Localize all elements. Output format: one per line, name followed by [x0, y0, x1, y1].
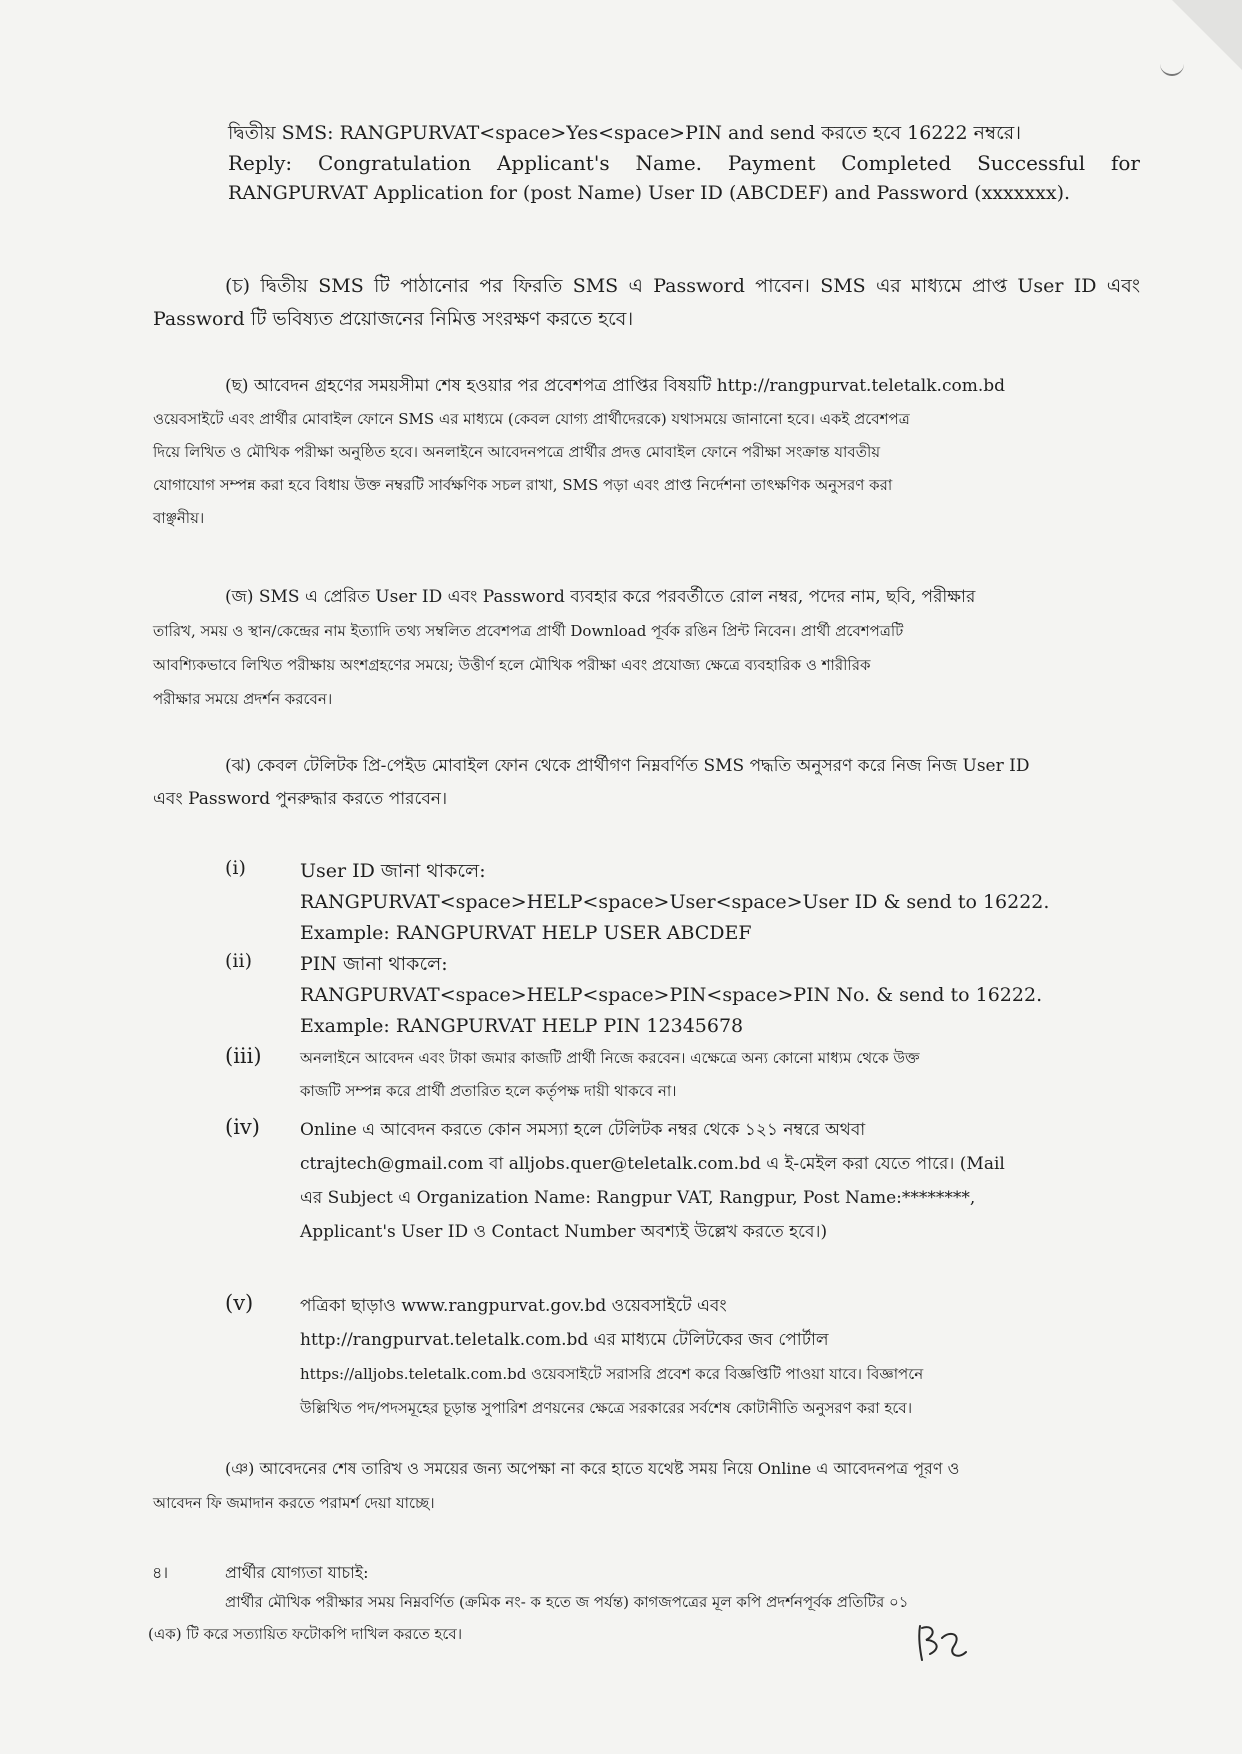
- section-4-heading: প্রার্থীর যোগ্যতা যাচাই:: [225, 1563, 369, 1582]
- list-item-v-line-1: পত্রিকা ছাড়াও www.rangpurvat.gov.bd ওয়েবসাইটে এবং: [300, 1296, 727, 1316]
- list-item-iv-line-4: Applicant's User ID ও Contact Number অবশ্যই উল্লেখ করতে হবে।): [300, 1222, 828, 1242]
- paragraph-nya: [153, 1452, 1140, 1520]
- list-item-i-line-1: User ID জানা থাকলে:: [300, 860, 486, 882]
- paragraph-jha: [153, 750, 1140, 816]
- reply-line-1: Reply: Congratulation Applicant's Name. Payment Completed Successful for: [228, 151, 1140, 175]
- paragraph-nya-line-2: আবেদন ফি জমাদান করতে পরামর্শ দেয়া যাচ্ছে।: [153, 1494, 435, 1512]
- section-4-line-1: প্রার্থীর মৌখিক পরীক্ষার সময় নিম্নবর্ণিত (ক্রমিক নং- ক হতে জ পর্যন্ত) কাগজপত্রের মূল কপি প্রদর্শনপূর্বক প্রতিটির ০১: [225, 1593, 909, 1611]
- list-item-ii-line-2: RANGPURVAT<space>HELP<space>PIN<space>PIN No. & send to 16222.: [300, 984, 1043, 1006]
- paragraph-jha-line-2: এবং Password পুনরুদ্ধার করতে পারবেন।: [153, 789, 448, 809]
- list-item-v-line-3: https://alljobs.teletalk.com.bd ওয়েবসাইটে সরাসরি প্রবেশ করে বিজ্ঞপ্তিটি পাওয়া যাবে। বিজ্ঞাপনে: [300, 1365, 924, 1383]
- handwritten-signature: [912, 1620, 972, 1666]
- list-number-v: (v): [225, 1291, 254, 1315]
- list-item-iv-line-1: Online এ আবেদন করতে কোন সমস্যা হলে টেলিটক নম্বর থেকে ১২১ নম্বরে অথবা: [300, 1120, 866, 1140]
- second-sms-instruction: দ্বিতীয় SMS: RANGPURVAT<space>Yes<space>PIN and send করতে হবে 16222 নম্বরে।: [228, 122, 1022, 144]
- section-4-body: [148, 1586, 1140, 1650]
- list-item-iv: [300, 1113, 1140, 1249]
- paragraph-chha-line-4: যোগাযোগ সম্পন্ন করা হবে বিধায় উক্ত নম্বরটি সার্বক্ষণিক সচল রাখা, SMS পড়া এবং প্রাপ্ত নির্দেশনা তাৎক্ষণিক অনুসরণ করা: [153, 476, 893, 494]
- list-item-v: [300, 1289, 1140, 1425]
- paragraph-jha-line-1: (ঝ) কেবল টেলিটক প্রি-পেইড মোবাইল ফোন থেকে প্রার্থীগণ নিম্নবর্ণিত SMS পদ্ধতি অনুসরণ করে নিজ নিজ User ID: [225, 756, 1030, 776]
- list-number-iii: (iii): [225, 1044, 262, 1068]
- paragraph-cha-line-2: Password টি ভবিষ্যত প্রয়োজনের নিমিত্ত সংরক্ষণ করতে হবে।: [153, 308, 634, 330]
- list-number-i: (i): [225, 857, 246, 879]
- list-item-ii-line-1: PIN জানা থাকলে:: [300, 953, 448, 975]
- list-item-iv-line-3: এর Subject এ Organization Name: Rangpur VAT, Rangpur, Post Name:********,: [300, 1188, 976, 1208]
- list-number-iv: (iv): [225, 1115, 260, 1139]
- paragraph-chha-line-1: (ছ) আবেদন গ্রহণের সময়সীমা শেষ হওয়ার পর প্রবেশপত্র প্রাপ্তির বিষয়টি http://rangpurvat.teletalk.com.bd: [225, 376, 1005, 396]
- paragraph-chha-line-3: দিয়ে লিখিত ও মৌখিক পরীক্ষা অনুষ্ঠিত হবে। অনলাইনে আবেদনপত্রে প্রার্থীর প্রদত্ত মোবাইল ফোনে পরীক্ষা সংক্রান্ত যাবতীয়: [153, 443, 881, 461]
- paragraph-ja-line-4: পরীক্ষার সময়ে প্রদর্শন করবেন।: [153, 690, 333, 708]
- list-item-iii-line-2: কাজটি সম্পন্ন করে প্রার্থী প্রতারিত হলে কর্তৃপক্ষ দায়ী থাকবে না।: [300, 1082, 677, 1100]
- paragraph-ja: [153, 580, 1140, 716]
- list-item-v-line-4: উল্লিখিত পদ/পদসমূহের চূড়ান্ত সুপারিশ প্রণয়নের ক্ষেত্রে সরকারের সর্বশেষ কোটানীতি অনুসরণ করা হবে।: [300, 1399, 913, 1417]
- paragraph-chha: [153, 370, 1140, 535]
- list-item-i: [300, 856, 1140, 949]
- page-corner-curl: [1160, 58, 1184, 76]
- list-item-i-line-2: RANGPURVAT<space>HELP<space>User<space>User ID & send to 16222.: [300, 891, 1050, 913]
- section-4-number: ৪।: [152, 1563, 169, 1582]
- list-number-ii: (ii): [225, 950, 252, 972]
- list-item-i-line-3: Example: RANGPURVAT HELP USER ABCDEF: [300, 922, 752, 944]
- second-sms-block: [228, 118, 1140, 208]
- section-4-line-2: (এক) টি করে সত্যায়িত ফটোকপি দাখিল করতে হবে।: [148, 1625, 463, 1643]
- paragraph-nya-line-1: (ঞ) আবেদনের শেষ তারিখ ও সময়ের জন্য অপেক্ষা না করে হাতে যথেষ্ট সময় নিয়ে Online এ আবেদনপত্র পূরণ ও: [225, 1459, 960, 1478]
- list-item-v-line-2: http://rangpurvat.teletalk.com.bd এর মাধ্যমে টেলিটকের জব পোর্টাল: [300, 1330, 829, 1350]
- paragraph-cha-line-1: (চ) দ্বিতীয় SMS টি পাঠানোর পর ফিরতি SMS এ Password পাবেন। SMS এর মাধ্যমে প্রাপ্ত User ID এবং: [225, 275, 1140, 297]
- paragraph-ja-line-1: (জ) SMS এ প্রেরিত User ID এবং Password ব্যবহার করে পরবর্তীতে রোল নম্বর, পদের নাম, ছবি, পরীক্ষার: [225, 587, 976, 607]
- list-item-iii-line-1: অনলাইনে আবেদন এবং টাকা জমার কাজটি প্রার্থী নিজে করবেন। এক্ষেত্রে অন্য কোনো মাধ্যম থেকে উক্ত: [300, 1049, 920, 1067]
- list-item-iv-line-2: ctrajtech@gmail.com বা alljobs.quer@teletalk.com.bd এ ই-মেইল করা যেতে পারে। (Mail: [300, 1154, 1005, 1174]
- paragraph-chha-line-2: ওয়েবসাইটে এবং প্রার্থীর মোবাইল ফোনে SMS এর মাধ্যমে (কেবল যোগ্য প্রার্থীদেরকে) যথাসময়ে জানানো হবে। একই প্রবেশপত্র: [153, 410, 910, 428]
- paragraph-ja-line-2: তারিখ, সময় ও স্থান/কেন্দ্রের নাম ইত্যাদি তথ্য সম্বলিত প্রবেশপত্র প্রার্থী Download পূর্বক রঙিন প্রিন্ট নিবেন। প্রার্থী প্রবেশপত্রটি: [153, 622, 904, 640]
- paragraph-chha-line-5: বাঞ্ছনীয়।: [153, 509, 205, 527]
- paragraph-cha: [153, 270, 1140, 336]
- list-item-iii: [300, 1042, 1140, 1108]
- paragraph-ja-line-3: আবশ্যিকভাবে লিখিত পরীক্ষায় অংশগ্রহণের সময়ে; উত্তীর্ণ হলে মৌখিক পরীক্ষা এবং প্রযোজ্য ক্ষেত্রে ব্যবহারিক ও শারীরিক: [153, 656, 871, 674]
- list-item-ii-line-3: Example: RANGPURVAT HELP PIN 12345678: [300, 1015, 744, 1037]
- reply-line-2: RANGPURVAT Application for (post Name) User ID (ABCDEF) and Password (xxxxxxx).: [228, 182, 1071, 204]
- list-item-ii: [300, 949, 1140, 1042]
